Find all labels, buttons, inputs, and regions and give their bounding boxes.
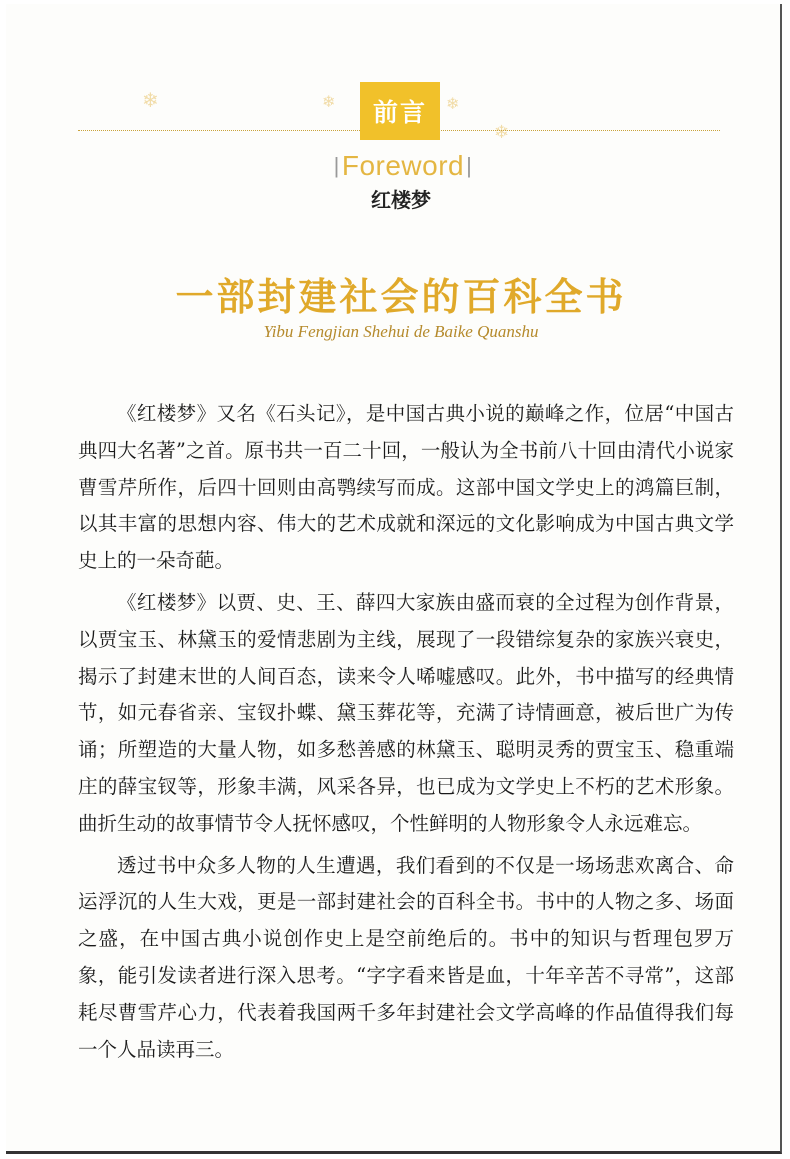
book-page — [6, 4, 782, 1154]
foreword-label: Foreword — [341, 150, 465, 181]
foreword-badge — [360, 82, 440, 140]
foreword-heading — [324, 150, 482, 182]
snowflake-icon: ❄ — [322, 92, 336, 111]
book-name: 红楼梦 — [371, 188, 431, 212]
paragraph: 透过书中众多人物的人生遭遇，我们看到的不仅是一场场悲欢离合、命运浮沉的人生大戏，更是一部封建社会的百科全书。书中的人物之多、场面之盛，在中国古典小说创作史上是空前绝后的。书中的知识与哲理包罗万象，能引发读者进行深入思考。“字字看来皆是血，十年辛苦不寻常”，这部耗尽曹雪芹心力，代表着我国两千多年封建社会文学高峰的作品值得我们每一个人品读再三。 — [78, 853, 734, 1061]
snowflake-icon: ❄ — [142, 88, 159, 112]
badge-label: 前言 — [372, 98, 427, 127]
snowflake-icon: ❄ — [446, 94, 460, 113]
foreword-bar-right: | — [466, 153, 473, 178]
snowflake-icon: ❄ — [494, 122, 510, 143]
article-body — [78, 396, 734, 1073]
article-subtitle-pinyin: Yibu Fengjian Shehui de Baike Quanshu — [263, 322, 539, 341]
foreword-bar-left: | — [333, 153, 340, 178]
article-title: 一部封建社会的百科全书 — [175, 274, 627, 319]
paragraph: 《红楼梦》以贾、史、王、薛四大家族由盛而衰的全过程为创作背景，以贾宝玉、林黛玉的爱情悲剧为主线，展现了一段错综复杂的家族兴衰史，揭示了封建末世的人间百态，读来令人唏嘘感叹。此外，书中描写的经典情节，如元春省亲、宝钗扑蝶、黛玉葬花等，充满了诗情画意，被后世广为传诵；所塑造的大量人物，如多愁善感的林黛玉、聪明灵秀的贾宝玉、稳重端庄的薛宝钗等，形象丰满，风采各异，也已成为文学史上不朽的艺术形象。曲折生动的故事情节令人抚怀感叹，个性鲜明的人物形象令人永远难忘。 — [78, 590, 734, 835]
paragraph: 《红楼梦》又名《石头记》，是中国古典小说的巅峰之作，位居“中国古典四大名著”之首。原书共一百二十回，一般认为全书前八十回由清代小说家曹雪芹所作，后四十回则由高鹗续写而成。这部中国文学史上的鸿篇巨制，以其丰富的思想内容、伟大的艺术成就和深远的文化影响成为中国古典文学史上的一朵奇葩。 — [78, 402, 734, 573]
